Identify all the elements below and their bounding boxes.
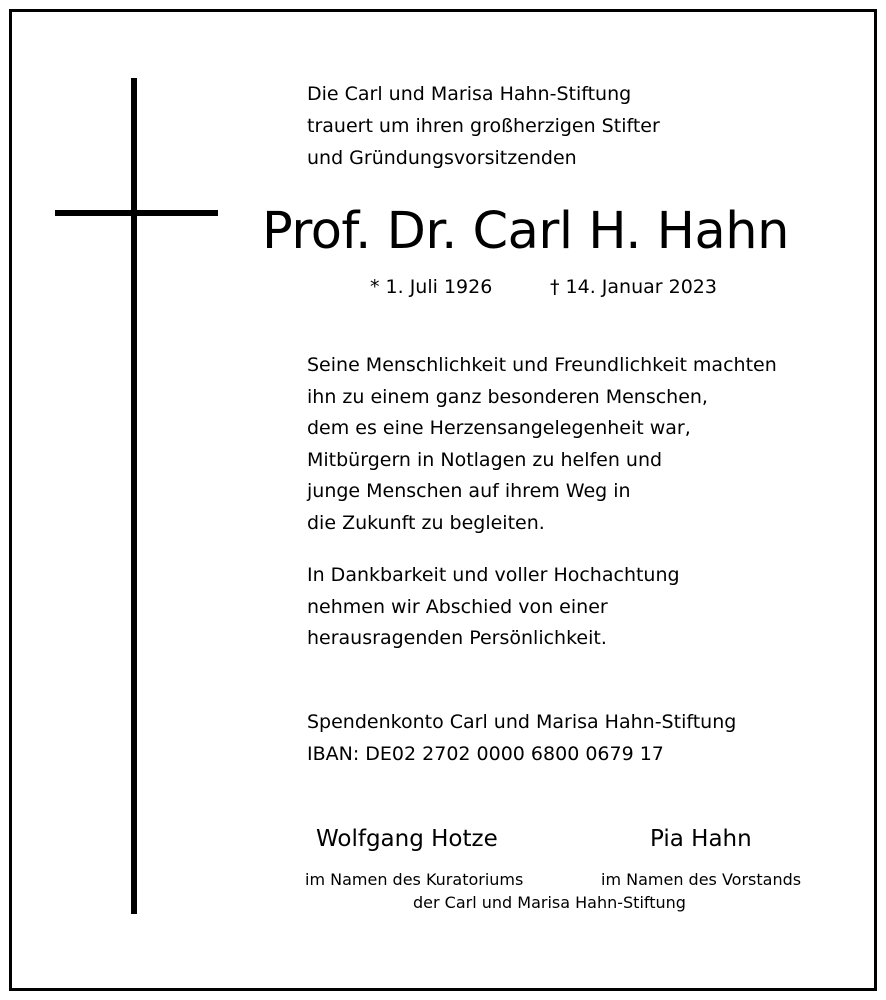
donation-account: Spendenkonto Carl und Marisa Hahn-Stiftung [307, 711, 737, 733]
signatory-name: Pia Hahn [650, 826, 752, 852]
intro-line: und Gründungsvorsitzenden [307, 147, 577, 169]
deceased-name: Prof. Dr. Carl H. Hahn [262, 202, 789, 261]
paragraph-line: In Dankbarkeit und voller Hochachtung [307, 564, 680, 586]
paragraph-line: Mitbürgern in Notlagen zu helfen und [307, 448, 663, 471]
signatory-role: im Namen des Kuratoriums [305, 870, 524, 889]
donation-iban: IBAN: DE02 2702 0000 6800 0679 17 [307, 742, 664, 765]
paragraph-line: herausragenden Persönlichkeit. [307, 627, 607, 649]
signatory-role: im Namen des Vorstands [601, 870, 802, 889]
intro-text [307, 78, 660, 174]
paragraph-line: dem es eine Herzensangelegenheit war, [307, 417, 691, 439]
paragraph-line: nehmen wir Abschied von einer [307, 595, 608, 618]
intro-line: trauert um ihren großherzigen Stifter [307, 115, 660, 137]
death-date: † 14. Januar 2023 [550, 276, 717, 298]
paragraph-line: die Zukunft zu begleiten. [307, 511, 545, 534]
organization-name: der Carl und Marisa Hahn-Stiftung [413, 893, 686, 912]
tribute-paragraph [307, 350, 777, 539]
cross-vertical-bar [131, 78, 137, 914]
paragraph-line: ihn zu einem ganz besonderen Menschen, [307, 385, 708, 408]
intro-line: Die Carl und Marisa Hahn-Stiftung [307, 83, 632, 105]
cross-horizontal-bar [55, 210, 218, 216]
birth-date: * 1. Juli 1926 [370, 276, 493, 298]
signatory-name: Wolfgang Hotze [316, 826, 498, 852]
donation-info [307, 707, 736, 770]
paragraph-line: junge Menschen auf ihrem Weg in [307, 480, 631, 502]
paragraph-line: Seine Menschlichkeit und Freundlichkeit machten [307, 354, 777, 376]
farewell-paragraph [307, 560, 680, 655]
